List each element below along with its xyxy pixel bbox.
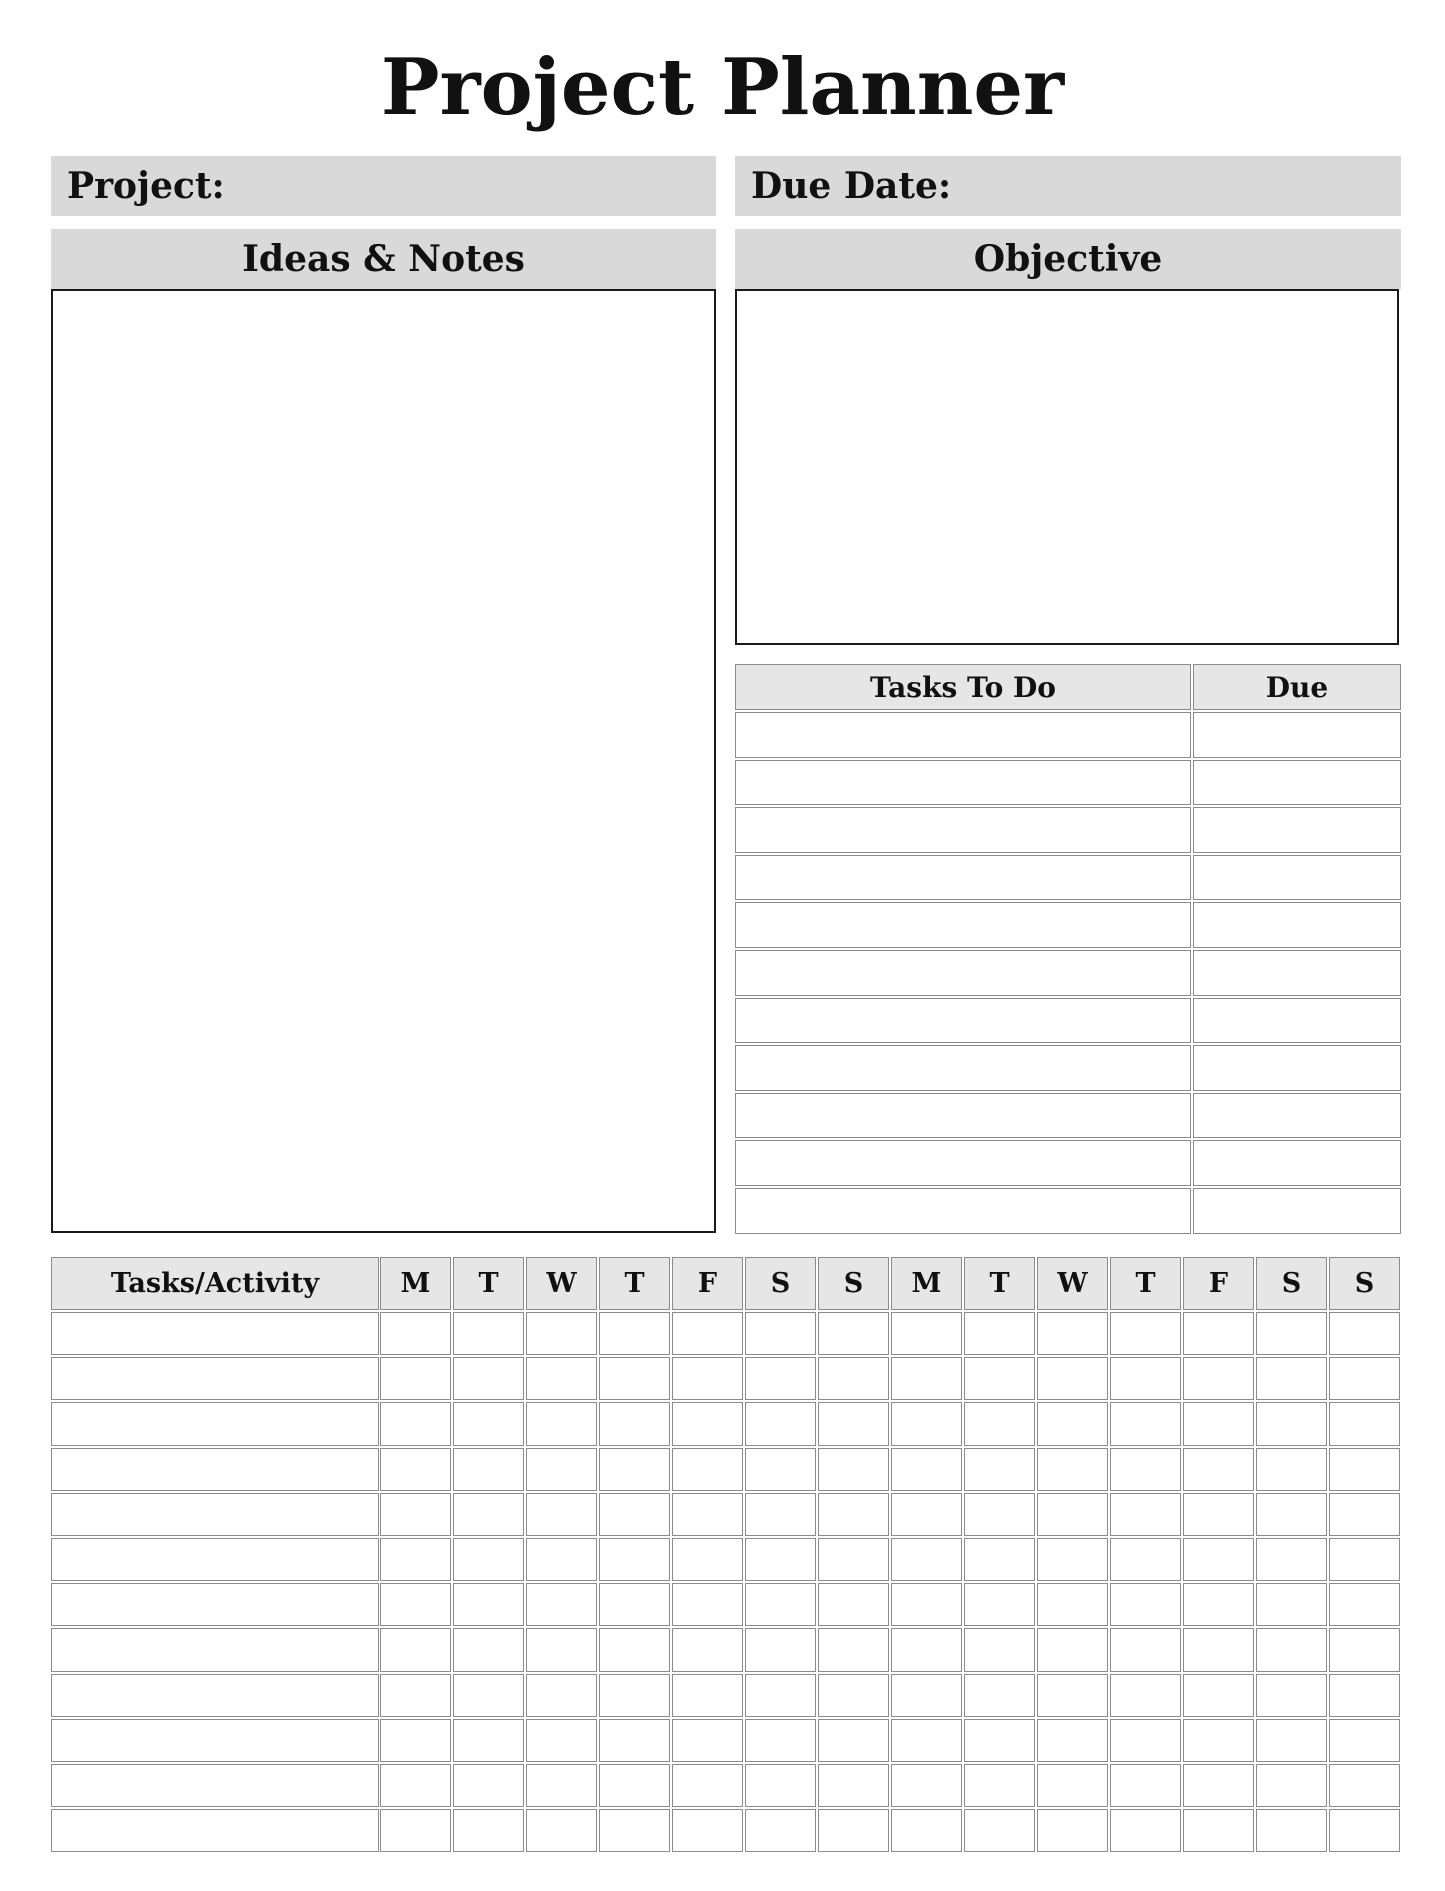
day-check-cell[interactable] [453, 1493, 524, 1536]
day-check-cell[interactable] [964, 1448, 1035, 1491]
day-check-cell[interactable] [1256, 1493, 1327, 1536]
day-check-cell[interactable] [1110, 1538, 1181, 1581]
todo-due-cell[interactable] [1193, 950, 1401, 996]
day-check-cell[interactable] [526, 1312, 597, 1355]
day-check-cell[interactable] [599, 1448, 670, 1491]
day-check-cell[interactable] [453, 1402, 524, 1445]
day-check-cell[interactable] [1110, 1357, 1181, 1400]
activity-task-cell[interactable] [51, 1402, 379, 1445]
day-check-cell[interactable] [1329, 1764, 1400, 1807]
day-check-cell[interactable] [964, 1764, 1035, 1807]
activity-task-cell[interactable] [51, 1628, 379, 1671]
day-check-cell[interactable] [1329, 1493, 1400, 1536]
day-check-cell[interactable] [672, 1312, 743, 1355]
day-check-cell[interactable] [526, 1628, 597, 1671]
day-check-cell[interactable] [745, 1674, 816, 1717]
day-check-cell[interactable] [599, 1583, 670, 1626]
ideas-notes-box[interactable] [51, 289, 716, 1233]
day-header: T [599, 1257, 670, 1310]
day-check-cell[interactable] [818, 1583, 889, 1626]
day-check-cell[interactable] [526, 1674, 597, 1717]
activity-task-cell[interactable] [51, 1674, 379, 1717]
day-check-cell[interactable] [380, 1402, 451, 1445]
objective-header: Objective [735, 229, 1401, 289]
day-header: T [453, 1257, 524, 1310]
day-check-cell[interactable] [380, 1764, 451, 1807]
day-header: M [891, 1257, 962, 1310]
day-check-cell[interactable] [672, 1583, 743, 1626]
day-check-cell[interactable] [1110, 1312, 1181, 1355]
todo-task-cell[interactable] [735, 1188, 1191, 1234]
day-header: S [745, 1257, 816, 1310]
day-check-cell[interactable] [964, 1674, 1035, 1717]
day-check-cell[interactable] [1110, 1809, 1181, 1852]
day-header: S [1329, 1257, 1400, 1310]
day-check-cell[interactable] [891, 1583, 962, 1626]
day-check-cell[interactable] [1037, 1312, 1108, 1355]
day-check-cell[interactable] [453, 1583, 524, 1626]
day-check-cell[interactable] [453, 1357, 524, 1400]
todo-task-cell[interactable] [735, 902, 1191, 948]
day-check-cell[interactable] [964, 1538, 1035, 1581]
day-check-cell[interactable] [1256, 1402, 1327, 1445]
activity-task-cell[interactable] [51, 1583, 379, 1626]
day-check-cell[interactable] [453, 1674, 524, 1717]
day-check-cell[interactable] [891, 1628, 962, 1671]
day-check-cell[interactable] [818, 1357, 889, 1400]
day-check-cell[interactable] [818, 1538, 889, 1581]
tasks-todo-header: Tasks To Do [735, 664, 1191, 710]
day-check-cell[interactable] [1183, 1538, 1254, 1581]
day-header: M [380, 1257, 451, 1310]
day-check-cell[interactable] [891, 1764, 962, 1807]
day-check-cell[interactable] [1183, 1809, 1254, 1852]
day-check-cell[interactable] [380, 1809, 451, 1852]
todo-due-cell[interactable] [1193, 998, 1401, 1044]
day-check-cell[interactable] [891, 1493, 962, 1536]
day-check-cell[interactable] [745, 1538, 816, 1581]
day-check-cell[interactable] [526, 1583, 597, 1626]
activity-task-cell[interactable] [51, 1448, 379, 1491]
todo-task-cell[interactable] [735, 1093, 1191, 1139]
day-check-cell[interactable] [672, 1402, 743, 1445]
objective-box[interactable] [735, 289, 1399, 645]
day-check-cell[interactable] [526, 1764, 597, 1807]
todo-task-cell[interactable] [735, 807, 1191, 853]
day-check-cell[interactable] [526, 1719, 597, 1762]
day-check-cell[interactable] [964, 1719, 1035, 1762]
day-check-cell[interactable] [1110, 1448, 1181, 1491]
day-check-cell[interactable] [380, 1719, 451, 1762]
day-check-cell[interactable] [818, 1719, 889, 1762]
activity-task-cell[interactable] [51, 1312, 379, 1355]
day-check-cell[interactable] [672, 1809, 743, 1852]
day-check-cell[interactable] [891, 1448, 962, 1491]
day-check-cell[interactable] [745, 1764, 816, 1807]
todo-task-cell[interactable] [735, 998, 1191, 1044]
tasks-activity-header: Tasks/Activity [51, 1257, 379, 1310]
day-check-cell[interactable] [964, 1628, 1035, 1671]
page-title: Project Planner [380, 42, 1065, 133]
day-check-cell[interactable] [453, 1764, 524, 1807]
day-check-cell[interactable] [380, 1312, 451, 1355]
day-check-cell[interactable] [453, 1628, 524, 1671]
todo-task-cell[interactable] [735, 1045, 1191, 1091]
day-check-cell[interactable] [526, 1809, 597, 1852]
day-check-cell[interactable] [745, 1493, 816, 1536]
day-check-cell[interactable] [1183, 1448, 1254, 1491]
day-check-cell[interactable] [380, 1674, 451, 1717]
activity-task-cell[interactable] [51, 1719, 379, 1762]
day-check-cell[interactable] [380, 1357, 451, 1400]
day-check-cell[interactable] [672, 1719, 743, 1762]
day-check-cell[interactable] [1037, 1583, 1108, 1626]
day-check-cell[interactable] [1329, 1674, 1400, 1717]
day-check-cell[interactable] [453, 1538, 524, 1581]
day-check-cell[interactable] [964, 1402, 1035, 1445]
day-check-cell[interactable] [526, 1357, 597, 1400]
day-check-cell[interactable] [380, 1583, 451, 1626]
day-check-cell[interactable] [1329, 1719, 1400, 1762]
day-check-cell[interactable] [745, 1719, 816, 1762]
day-check-cell[interactable] [599, 1674, 670, 1717]
day-check-cell[interactable] [1183, 1493, 1254, 1536]
day-check-cell[interactable] [745, 1448, 816, 1491]
day-header: S [818, 1257, 889, 1310]
day-check-cell[interactable] [745, 1583, 816, 1626]
day-check-cell[interactable] [964, 1312, 1035, 1355]
day-check-cell[interactable] [964, 1583, 1035, 1626]
day-check-cell[interactable] [818, 1809, 889, 1852]
day-header: F [1183, 1257, 1254, 1310]
day-check-cell[interactable] [380, 1493, 451, 1536]
day-check-cell[interactable] [526, 1538, 597, 1581]
day-check-cell[interactable] [1256, 1538, 1327, 1581]
day-header: W [526, 1257, 597, 1310]
day-check-cell[interactable] [1183, 1583, 1254, 1626]
project-label: Project: [67, 165, 225, 207]
day-check-cell[interactable] [1329, 1357, 1400, 1400]
day-check-cell[interactable] [818, 1764, 889, 1807]
day-check-cell[interactable] [599, 1402, 670, 1445]
day-check-cell[interactable] [1110, 1402, 1181, 1445]
day-check-cell[interactable] [1037, 1538, 1108, 1581]
day-check-cell[interactable] [891, 1538, 962, 1581]
todo-due-cell[interactable] [1193, 902, 1401, 948]
day-check-cell[interactable] [964, 1809, 1035, 1852]
todo-due-cell[interactable] [1193, 1093, 1401, 1139]
day-check-cell[interactable] [1183, 1719, 1254, 1762]
todo-due-cell[interactable] [1193, 712, 1401, 758]
day-check-cell[interactable] [891, 1357, 962, 1400]
due-date-field[interactable] [735, 156, 1401, 216]
day-check-cell[interactable] [1329, 1312, 1400, 1355]
day-check-cell[interactable] [1183, 1312, 1254, 1355]
day-check-cell[interactable] [1110, 1674, 1181, 1717]
todo-task-cell[interactable] [735, 950, 1191, 996]
activity-task-cell[interactable] [51, 1809, 379, 1852]
day-check-cell[interactable] [453, 1312, 524, 1355]
day-check-cell[interactable] [599, 1764, 670, 1807]
day-check-cell[interactable] [1037, 1809, 1108, 1852]
day-header: F [672, 1257, 743, 1310]
day-check-cell[interactable] [526, 1402, 597, 1445]
day-check-cell[interactable] [745, 1809, 816, 1852]
day-check-cell[interactable] [1037, 1493, 1108, 1536]
day-check-cell[interactable] [1183, 1764, 1254, 1807]
day-check-cell[interactable] [891, 1402, 962, 1445]
day-check-cell[interactable] [1329, 1538, 1400, 1581]
activity-task-cell[interactable] [51, 1357, 379, 1400]
day-check-cell[interactable] [1256, 1764, 1327, 1807]
day-check-cell[interactable] [599, 1628, 670, 1671]
day-header: S [1256, 1257, 1327, 1310]
day-check-cell[interactable] [964, 1357, 1035, 1400]
day-check-cell[interactable] [453, 1719, 524, 1762]
activity-task-cell[interactable] [51, 1538, 379, 1581]
day-check-cell[interactable] [1329, 1402, 1400, 1445]
todo-due-cell[interactable] [1193, 1045, 1401, 1091]
day-header: T [1110, 1257, 1181, 1310]
day-check-cell[interactable] [599, 1719, 670, 1762]
day-check-cell[interactable] [672, 1628, 743, 1671]
day-check-cell[interactable] [1256, 1357, 1327, 1400]
day-check-cell[interactable] [672, 1448, 743, 1491]
day-check-cell[interactable] [1183, 1402, 1254, 1445]
day-check-cell[interactable] [1110, 1583, 1181, 1626]
day-check-cell[interactable] [1256, 1809, 1327, 1852]
todo-task-cell[interactable] [735, 855, 1191, 901]
day-check-cell[interactable] [1037, 1402, 1108, 1445]
day-check-cell[interactable] [745, 1402, 816, 1445]
day-check-cell[interactable] [599, 1538, 670, 1581]
activity-task-cell[interactable] [51, 1493, 379, 1536]
todo-due-cell[interactable] [1193, 1140, 1401, 1186]
day-check-cell[interactable] [453, 1448, 524, 1491]
todo-due-cell[interactable] [1193, 855, 1401, 901]
day-check-cell[interactable] [672, 1357, 743, 1400]
day-check-cell[interactable] [380, 1538, 451, 1581]
day-check-cell[interactable] [1110, 1628, 1181, 1671]
todo-task-cell[interactable] [735, 1140, 1191, 1186]
day-check-cell[interactable] [1329, 1583, 1400, 1626]
day-check-cell[interactable] [1329, 1628, 1400, 1671]
day-check-cell[interactable] [526, 1448, 597, 1491]
day-check-cell[interactable] [1110, 1493, 1181, 1536]
day-check-cell[interactable] [964, 1493, 1035, 1536]
day-check-cell[interactable] [818, 1402, 889, 1445]
day-check-cell[interactable] [1183, 1628, 1254, 1671]
day-check-cell[interactable] [1183, 1357, 1254, 1400]
todo-due-cell[interactable] [1193, 760, 1401, 806]
ideas-notes-header: Ideas & Notes [51, 229, 716, 289]
day-check-cell[interactable] [1329, 1809, 1400, 1852]
day-check-cell[interactable] [380, 1448, 451, 1491]
day-check-cell[interactable] [526, 1493, 597, 1536]
due-date-label: Due Date: [751, 165, 952, 207]
day-check-cell[interactable] [891, 1719, 962, 1762]
day-check-cell[interactable] [1256, 1628, 1327, 1671]
day-check-cell[interactable] [1037, 1674, 1108, 1717]
day-check-cell[interactable] [1256, 1448, 1327, 1491]
day-check-cell[interactable] [891, 1674, 962, 1717]
day-check-cell[interactable] [672, 1674, 743, 1717]
day-check-cell[interactable] [380, 1628, 451, 1671]
day-check-cell[interactable] [1037, 1719, 1108, 1762]
activity-task-cell[interactable] [51, 1764, 379, 1807]
day-check-cell[interactable] [672, 1538, 743, 1581]
day-check-cell[interactable] [1256, 1583, 1327, 1626]
day-check-cell[interactable] [1110, 1764, 1181, 1807]
day-check-cell[interactable] [1256, 1674, 1327, 1717]
day-check-cell[interactable] [891, 1312, 962, 1355]
day-check-cell[interactable] [1037, 1448, 1108, 1491]
day-check-cell[interactable] [599, 1312, 670, 1355]
project-field[interactable] [51, 156, 716, 216]
day-check-cell[interactable] [453, 1809, 524, 1852]
day-check-cell[interactable] [1037, 1628, 1108, 1671]
day-check-cell[interactable] [745, 1357, 816, 1400]
day-check-cell[interactable] [1037, 1357, 1108, 1400]
day-header: T [964, 1257, 1035, 1310]
day-check-cell[interactable] [672, 1764, 743, 1807]
day-check-cell[interactable] [599, 1493, 670, 1536]
day-check-cell[interactable] [818, 1628, 889, 1671]
day-check-cell[interactable] [745, 1628, 816, 1671]
todo-task-cell[interactable] [735, 712, 1191, 758]
todo-due-cell[interactable] [1193, 1188, 1401, 1234]
day-check-cell[interactable] [818, 1493, 889, 1536]
day-check-cell[interactable] [818, 1448, 889, 1491]
day-check-cell[interactable] [818, 1312, 889, 1355]
day-check-cell[interactable] [599, 1357, 670, 1400]
day-check-cell[interactable] [1110, 1719, 1181, 1762]
day-check-cell[interactable] [745, 1312, 816, 1355]
day-check-cell[interactable] [818, 1674, 889, 1717]
day-check-cell[interactable] [599, 1809, 670, 1852]
day-header: W [1037, 1257, 1108, 1310]
todo-due-cell[interactable] [1193, 807, 1401, 853]
day-check-cell[interactable] [1256, 1719, 1327, 1762]
day-check-cell[interactable] [1183, 1674, 1254, 1717]
day-check-cell[interactable] [672, 1493, 743, 1536]
day-check-cell[interactable] [891, 1809, 962, 1852]
todo-task-cell[interactable] [735, 760, 1191, 806]
due-header: Due [1193, 664, 1401, 710]
day-check-cell[interactable] [1256, 1312, 1327, 1355]
day-check-cell[interactable] [1329, 1448, 1400, 1491]
day-check-cell[interactable] [1037, 1764, 1108, 1807]
